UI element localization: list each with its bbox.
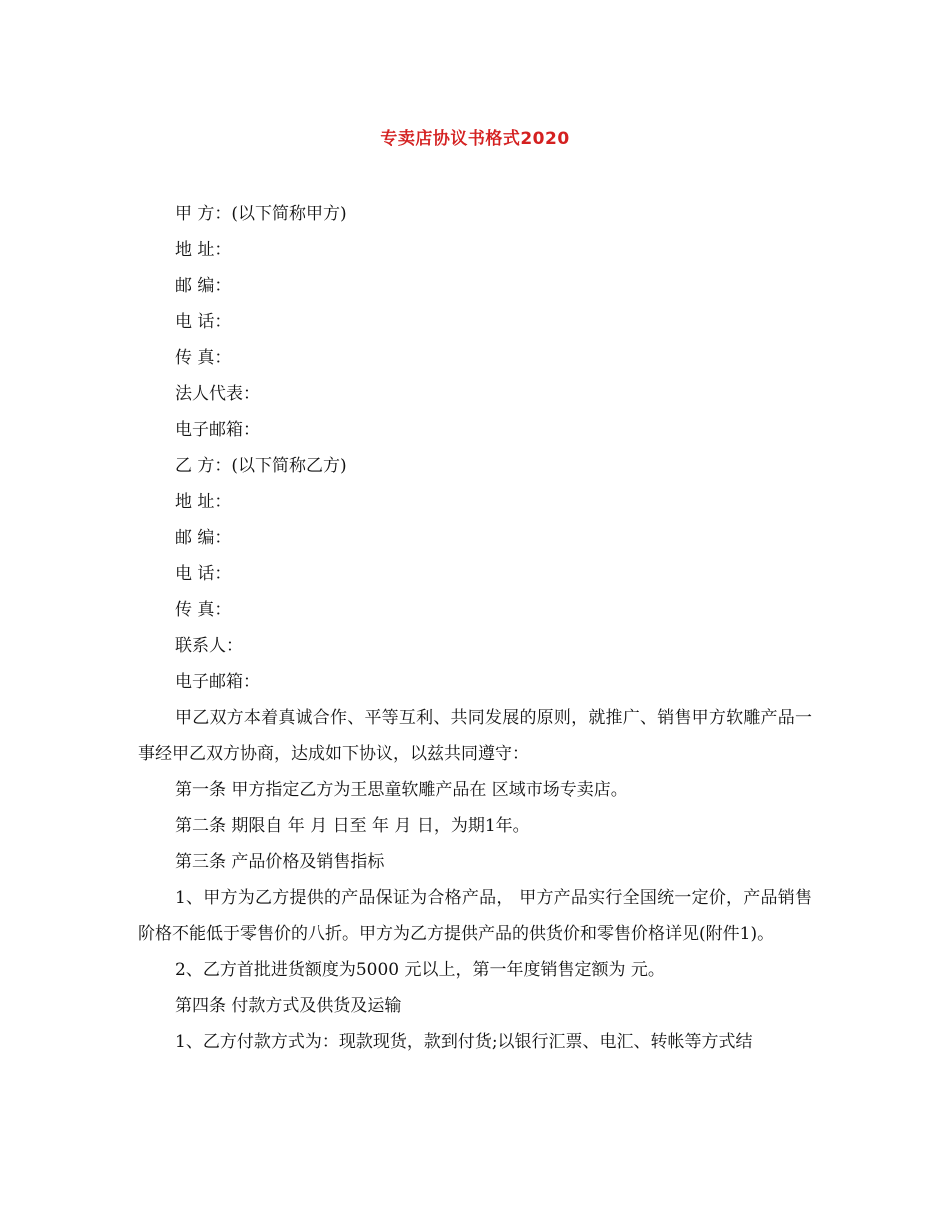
party-a-phone: 电 话：: [175, 312, 232, 332]
article-4-item-1: 1、乙方付款方式为：现款现货，款到付货;以银行汇票、电汇、转帐等方式结: [175, 1032, 753, 1052]
party-a-fax: 传 真：: [175, 348, 232, 368]
party-b-contact: 联系人：: [175, 636, 243, 656]
party-a-email: 电子邮箱：: [175, 420, 260, 440]
party-b-fax: 传 真：: [175, 600, 232, 620]
party-a-legal-rep: 法人代表：: [175, 384, 260, 404]
party-a-postcode: 邮 编：: [175, 276, 232, 296]
article-4-title: 第四条 付款方式及供货及运输: [175, 996, 402, 1016]
document-body: [138, 196, 812, 1060]
party-b-postcode: 邮 编：: [175, 528, 232, 548]
article-1: 第一条 甲方指定乙方为王思童软雕产品在 区域市场专卖店。: [175, 780, 628, 800]
article-3-item-2: 2、乙方首批进货额度为5000 元以上，第一年度销售定额为 元。: [175, 960, 665, 980]
party-a-header: 甲 方：(以下简称甲方): [175, 204, 347, 224]
party-b-phone: 电 话：: [175, 564, 232, 584]
party-b-email: 电子邮箱：: [175, 672, 260, 692]
preamble-paragraph: 甲乙双方本着真诚合作、平等互利、共同发展的原则，就推广、销售甲方软雕产品一事经甲乙双方协商，达成如下协议，以兹共同遵守：: [138, 708, 812, 764]
article-3-title: 第三条 产品价格及销售指标: [175, 852, 385, 872]
party-b-address: 地 址：: [175, 492, 232, 512]
document-title: 专卖店协议书格式2020: [380, 129, 570, 149]
party-a-address: 地 址：: [175, 240, 232, 260]
article-3-item-1: 1、甲方为乙方提供的产品保证为合格产品， 甲方产品实行全国统一定价，产品销售阶格不能低于零售价的八折。甲方为乙方提供产品的供货价和零售价格详见(附件1)。: [138, 888, 812, 944]
party-b-header: 乙 方：(以下简称乙方): [175, 456, 347, 476]
article-2: 第二条 期限自 年 月 日至 年 月 日，为期1年。: [175, 816, 530, 836]
